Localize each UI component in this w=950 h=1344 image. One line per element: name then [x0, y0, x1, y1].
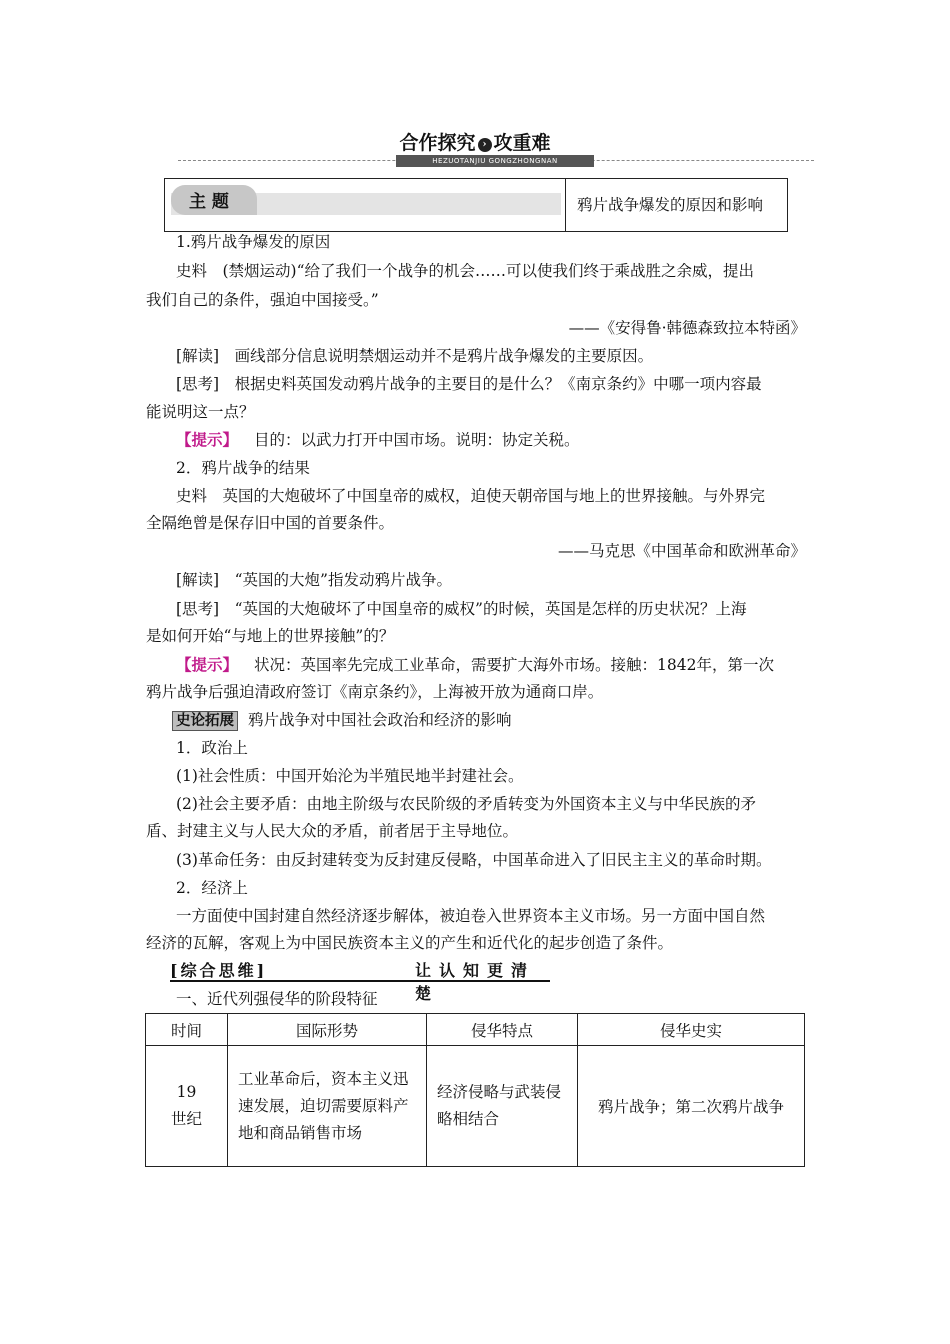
- table-row: [146, 1046, 805, 1167]
- table-cell-time: [146, 1046, 228, 1167]
- time-line2: 世纪: [170, 1110, 202, 1128]
- topic-text: 鸦片战争爆发的原因和影响: [577, 196, 764, 214]
- sec1-think-line2: 能说明这一点？: [146, 403, 255, 421]
- sec2-interpret: [解读] “英国的大炮”指发动鸦片战争。: [176, 571, 452, 589]
- sec1-think-line1: [思考] 根据史料英国发动鸦片战争的主要目的是什么？《南京条约》中哪一项内容最: [176, 375, 762, 393]
- synthesis-label: [综合思维]: [170, 961, 268, 980]
- section-title: [0, 128, 950, 155]
- section-subtitle: HEZUOTANJIU GONGZHONGNAN: [396, 155, 594, 167]
- table-header-row: [146, 1014, 805, 1046]
- table-header-cell: 侵华特点: [427, 1014, 578, 1046]
- table-cell-situation: 工业革命后，资本主义迅速发展，迫切需要原料产地和商品销售市场: [228, 1046, 427, 1167]
- hint-label: 【提示】: [176, 655, 239, 674]
- sec1-interpret: [解读] 画线部分信息说明禁烟运动并不是鸦片战争爆发的主要原因。: [176, 347, 654, 365]
- synthesis-slogan: 让认知更清楚: [415, 961, 536, 1003]
- invasion-table: [145, 1013, 805, 1167]
- sec2-hint-line1: [176, 655, 774, 675]
- exp-p1-2-line2: 盾、封建主义与人民大众的矛盾，前者居于主导地位。: [146, 822, 519, 840]
- expansion-label: 史论拓展: [172, 711, 238, 731]
- sec1-source-line2: 我们自己的条件，强迫中国接受。”: [146, 291, 379, 309]
- section-title-right: 攻重难: [493, 132, 551, 154]
- sec1-attribution: ——《安得鲁·韩德森致拉本特函》: [568, 319, 806, 337]
- topic-box: [164, 178, 788, 232]
- sec2-source-line1: 史料 英国的大炮破坏了中国皇帝的威权，迫使天朝帝国与地上的世界接触。与外界完: [176, 487, 766, 505]
- hint-label: 【提示】: [176, 430, 239, 449]
- table-header-cell: 国际形势: [228, 1014, 427, 1046]
- topic-label: 主 题: [189, 192, 229, 212]
- exp-p2-line1: 一方面使中国封建自然经济逐步解体，被迫卷入世界资本主义市场。另一方面中国自然: [176, 907, 766, 925]
- sec2-hint-line2: 鸦片战争后强迫清政府签订《南京条约》，上海被开放为通商口岸。: [146, 683, 604, 701]
- hint-text: 状况：英国率先完成工业革命，需要扩大海外市场。接触：1842年，第一次: [254, 656, 774, 674]
- exp-p2: 2．经济上: [176, 879, 248, 897]
- time-line1: 19: [176, 1083, 197, 1101]
- sec2-attribution: ——马克思《中国革命和欧洲革命》: [557, 542, 806, 560]
- exp-p1: 1．政治上: [176, 739, 248, 757]
- sec2-heading: 2．鸦片战争的结果: [176, 459, 310, 477]
- sec2-think-line2: 是如何开始“与地上的世界接触”的？: [146, 627, 395, 645]
- sec1-hint: [176, 430, 580, 450]
- exp-p1-1: (1)社会性质：中国开始沦为半殖民地半封建社会。: [176, 767, 524, 785]
- expansion-heading: [172, 710, 512, 731]
- exp-p2-line2: 经济的瓦解，客观上为中国民族资本主义的产生和近代化的起步创造了条件。: [146, 934, 674, 952]
- table-cell-facts: 鸦片战争；第二次鸦片战争: [578, 1046, 805, 1167]
- section-title-left: 合作探究: [399, 132, 476, 154]
- table-header-cell: 时间: [146, 1014, 228, 1046]
- exp-p1-3: (3)革命任务：由反封建转变为反封建反侵略，中国革命进入了旧民主主义的革命时期。: [176, 851, 772, 869]
- sec2-think-line1: [思考] “英国的大炮破坏了中国皇帝的威权”的时候，英国是怎样的历史状况？上海: [176, 600, 747, 618]
- arrow-icon: ›: [478, 138, 492, 152]
- sec1-source-line1: 史料 (禁烟运动)“给了我们一个战争的机会……可以使我们终于乘战胜之余威，提出: [176, 262, 755, 280]
- exp-p1-2-line1: (2)社会主要矛盾：由地主阶级与农民阶级的矛盾转变为外国资本主义与中华民族的矛: [176, 795, 756, 813]
- hint-text: 目的：以武力打开中国市场。说明：协定关税。: [254, 431, 580, 449]
- topic-label-cell: [165, 179, 566, 231]
- table-header-cell: 侵华史实: [578, 1014, 805, 1046]
- synthesis-subheading: 一、近代列强侵华的阶段特征: [176, 990, 378, 1008]
- sec2-source-line2: 全隔绝曾是保存旧中国的首要条件。: [146, 514, 395, 532]
- table-cell-feature: 经济侵略与武装侵略相结合: [427, 1046, 578, 1167]
- expansion-title: 鸦片战争对中国社会政治和经济的影响: [248, 711, 512, 729]
- sec1-heading: 1.鸦片战争爆发的原因: [176, 233, 331, 251]
